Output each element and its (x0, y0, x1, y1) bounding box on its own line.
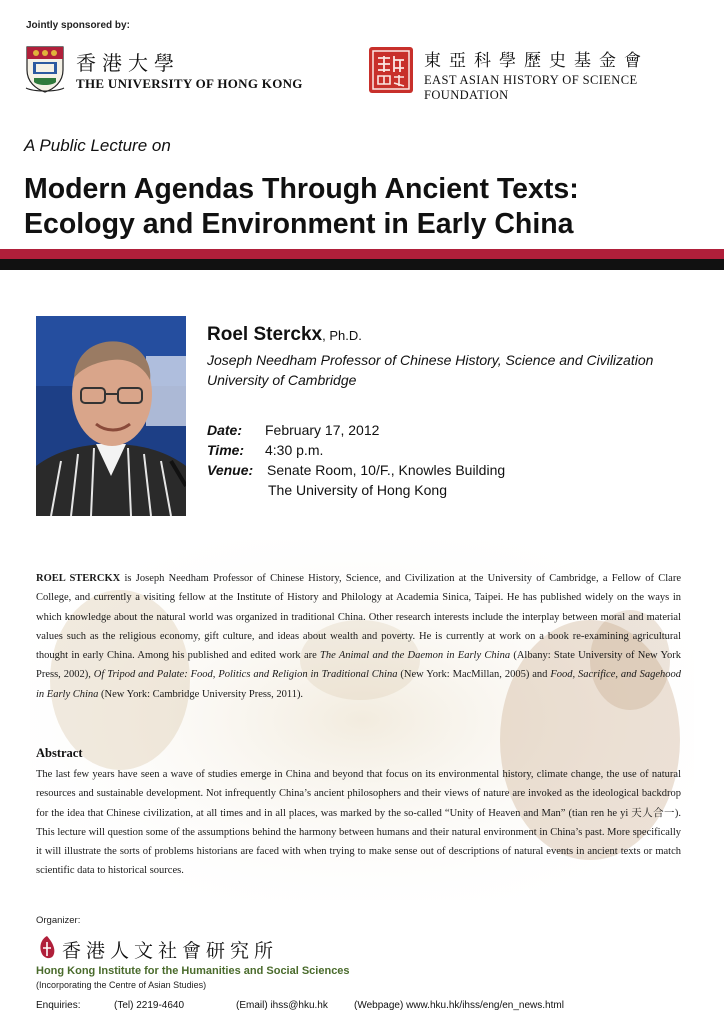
enquiries-label: Enquiries: (36, 1000, 81, 1011)
enquiries-tel: (Tel) 2219-4640 (114, 1000, 185, 1011)
lecture-kicker: A Public Lecture on (24, 136, 171, 155)
hku-name-en: THE UNIVERSITY OF HONG KONG (76, 76, 303, 91)
date-row (207, 420, 505, 440)
lecture-title-line2: Ecology and Environment in Early China (24, 208, 574, 240)
eahsf-name-en: EAST ASIAN HISTORY OF SCIENCE FOUNDATION (424, 73, 638, 102)
venue-row-2 (207, 480, 505, 500)
bio-book-3: Food, Sacrifice, and Sagehood in Early China (36, 669, 681, 700)
bio-book-2: Of Tripod and Palate: Food, Politics and Religion in Traditional China (93, 669, 398, 681)
ihss-emblem-icon (36, 934, 58, 962)
abstract-text: The last few years have seen a wave of studies emerge in China and beyond that focus on its environmental history, climate change, the use of natural resources and sustainable development. Not infrequently China’s ancient philosophers and their views of nature are invoked as the ideological backdrop for the idea that Chinese civilization, at all times and in all places, was marked by the so-called “Unity of Heaven and Man” (tian ren he yi 天人合一). This lecture will question some of the assumptions behind the harmony between humans and their natural environment in China’s past. More specifically it will illustrate the sorts of problems historians are faced with when trying to make sense out of descriptions of natural events in ancient texts or match scientific data to historical sources. (36, 769, 681, 877)
speaker-role (207, 350, 653, 390)
eahsf-seal-icon (368, 46, 414, 94)
enquiries-email[interactable]: (Email) ihss@hku.hk (236, 1000, 328, 1011)
speaker-degree: , Ph.D. (322, 328, 362, 343)
sponsor-label: Jointly sponsored by: (26, 20, 130, 31)
abstract-heading: Abstract (36, 746, 83, 760)
time-value: 4:30 p.m. (265, 442, 324, 458)
bio-text-3: (New York: MacMillan, 2005) and (397, 669, 551, 681)
hku-name-zh: 香港大學 (76, 51, 180, 75)
hku-crest-icon (24, 44, 66, 94)
venue-line1: Senate Room, 10/F., Knowles Building (267, 462, 506, 478)
speaker-role-line2: University of Cambridge (207, 372, 357, 388)
bio-book-1: The Animal and the Daemon in Early China (320, 650, 511, 662)
bio-text-1: is Joseph Needham Professor of Chinese History, Science, and Civilization at the University of Cambridge, a Fellow of Clare College, and currently a visiting fellow at the Institute of History and Philology at Academia Sinica, Taipei. He has published widely on the ways in which knowledge about the natural world was organized in traditional China. Other research interests include the interplay between moral and material values such as the religious economy, gift culture, and ideas about wealth and poverty. He is currently at work on a book re-examining agricultural thought in early China. Among his published and edited work are (36, 573, 681, 662)
speaker-name-text: Roel Sterckx (207, 324, 323, 345)
enquiries-line (36, 1000, 564, 1011)
organizer-name-zh: 香港人文社會研究所 (62, 940, 279, 962)
event-details (207, 420, 505, 500)
speaker-role-line1: Joseph Needham Professor of Chinese History, Science and Civilization (207, 352, 654, 368)
time-row (207, 440, 505, 460)
speaker-photo (36, 316, 186, 516)
lecture-title (24, 172, 579, 242)
venue-row (207, 460, 505, 480)
bio-name-caps: ROEL STERCKX (36, 573, 121, 584)
date-value: February 17, 2012 (265, 422, 380, 438)
organizer-label: Organizer: (36, 915, 81, 926)
speaker-name (207, 324, 362, 346)
organizer-subtitle: (Incorporating the Centre of Asian Studies) (36, 980, 207, 990)
bio-text-2: (Albany: State University of New York Press, 2002), (36, 650, 681, 681)
enquiries-webpage[interactable]: (Webpage) www.hku.hk/ihss/eng/en_news.html (354, 1000, 564, 1011)
bio-text-4: (New York: Cambridge University Press, 2011). (98, 688, 304, 700)
organizer-name-en: Hong Kong Institute for the Humanities and Social Sciences (36, 965, 350, 977)
venue-label: Venue: (207, 462, 254, 478)
speaker-bio (36, 569, 681, 704)
lecture-title-line1: Modern Agendas Through Ancient Texts: (24, 173, 579, 205)
time-label: Time: (207, 442, 245, 458)
venue-line2: The University of Hong Kong (268, 482, 447, 498)
divider-band-black (0, 259, 724, 270)
eahsf-name-zh: 東亞科學歷史基金會 (424, 51, 649, 71)
divider-band-red (0, 249, 724, 259)
date-label: Date: (207, 422, 243, 438)
